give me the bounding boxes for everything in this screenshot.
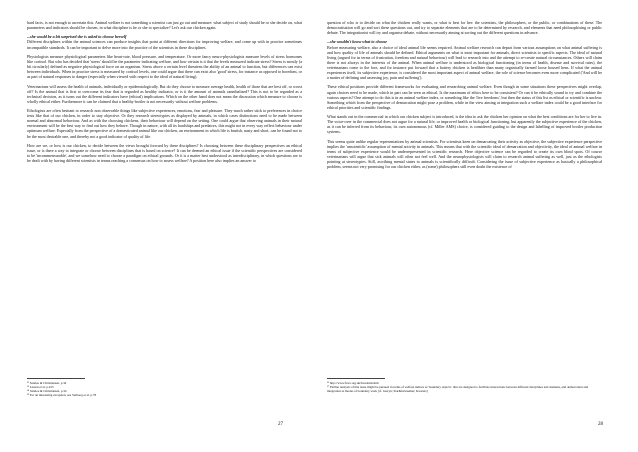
page-number-left: 27 xyxy=(278,422,283,427)
footnote: ¹² Sandoe & Christiansen, p.34 xyxy=(27,381,67,385)
right-page xyxy=(327,20,602,444)
paragraph: What stands out in the commercial in which our chicken subject is introduced, is the idea to ask the chicken her opinion on what the best conditions are for her to live in. The voice-over in the commercial does not argue for a natural life, or improved health or biological functioning, but apparently the subjective experience of the chicken, as it can be inferred from its behaviour, its own autonomous (cf. Miller AMS) choice, is considered guiding to the design and labelling of improved broiler production systems. xyxy=(327,114,602,135)
footnote-rule xyxy=(327,378,385,379)
paragraph: question of who is to decide on what the chicken really wants, or what is best for her: the scientists, the philosophers, or the public, or combinations of these. The democratisation will go and sort these questions out, and try to separate elements that are to be determined by research, and elements that need philosophising or public debate. The integrationist will try and organise debate, without necessarily aiming at sorting out the different questions in advance. xyxy=(327,20,602,36)
left-footnotes xyxy=(27,378,302,397)
paragraph: Veterinarians will assess the health of animals, individually or epidemiologically. But do they choose to measure average health, health of those that are best off, or worst off? Is the animal that is first to overcome its fear that is regarded as healthy indicator, or is it the amount of animals cannibalized? This is not to be regarded as a technical decision, as it turns out the different indicators have (ethical) implications. Which on the other hand does not mean the discussion which measure to choose is wholly ethical either. Furthermore it can be claimed that a healthy broiler is not necessarily without welfare problems. xyxy=(27,83,302,104)
footnote: ¹³ Lassen et al. p.223 xyxy=(27,385,54,390)
paragraph: Physiologists measure physiological parameters like heart-rate, blood pressure, and temperature. Or more fancy neuro-physiologists measure levels of stress hormones like cortisol. But who has decided that 'stress' should be the parameter indicating welfare, and how certain is it that the levels measured indicate stress? Stress is mostly (a bit circularly) defined as negative physiological force on an organism. Stress above a certain level threatens the ability of an animal to function, but differences can exist between individuals. When in practice stress is measured by cortisol levels, one could argue that there can exist also 'good' stress, for instance as opposed to boredom, or as part of natural responses to danger (especially when viewed with respect to the ideal of natural living). xyxy=(27,53,302,80)
footnote: ¹⁶ http://www.fawc.org.uk/freedoms.htm xyxy=(327,381,379,385)
paragraph: hard facts, is not enough to ascertain this. Animal welfare is not something a scientist can just go out and measure: what subject of study should he or she decide on, what parameters and indicators should be chosen, in what discipline is he or she to specialize? Let's ask our chicken again. xyxy=(27,20,302,31)
footnote: ¹⁵ For an interesting exception, see Verhoog et al. p.78 xyxy=(27,393,97,398)
left-page-body xyxy=(27,20,302,163)
page-number-right: 28 xyxy=(598,422,603,427)
paragraph: How are we, or how is our chicken, to decide between the views brought forward by these disciplines? Is choosing between these disciplinary perspectives an ethical issue, or is there a way to integrate or choose between disciplines that is based on science? It can be deemed an ethical issue if the scientific perspectives are considered to be 'incommensurable', and we somehow need to choose a paradigm on ethical grounds. Or it is a matter best understood as interdisciplinary, in which questions are to be dealt with by having different scientists in teams reaching a consensus on how to assess welfare? A position here also implies an answer to xyxy=(27,142,302,164)
paragraph: Different disciplines within the animal sciences can produce insights that point at different directions for improving welfare, and come up with in practice sometimes incompatible standards. It can be important to delve more into the practice of the scientists in these disciplines. xyxy=(27,39,302,50)
left-page xyxy=(27,20,302,444)
footnote: ¹⁴ Sandoe & Christiansen, p.34 xyxy=(27,389,67,394)
paragraph: These ethical positions provide different frameworks for evaluating and researching animal welfare. Even though in some situations these perspectives might overlap, again choices need to be made, which in part can be seen as ethical. Is the maximum of ethics here to be consistent? Or can it be ethically sound to try and combine the various aspects? One attempt to do this is in an animal welfare index, or something like the 'five freedoms', but then the status of this list as ethical or scientific is unclear. Something which from the perspective of demarcation might pose a problem, while in the view aiming at integration such a welfare index could be a good interface for ethical priorities and scientific findings. xyxy=(327,84,602,110)
paragraph: Ethologists are often hesitant to research non observable things like subjective experiences, emotions, fear and pleasure. They much rather stick to preferences in choice tests like that of our chicken, in order to stay objective. Or they research stereotypies as displayed by animals, in which cases distinctions need to be made between normal and abnormal behaviour. And as with the choosing chickens, their behaviour will depend on the setting. One could argue that observing animals in their natural environment will be the best way to find out how they behave. Though in nature, with all its hardships and predators, this might not in every way reflect behaviour under optimum welfare. Especially from the perspective of a domesticated animal like our chicken, an environment in which life is brutish, nasty and short, can be found not to be the most desirable one, and thereby not a good indicator of quality of life. xyxy=(27,108,302,139)
footnote-rule xyxy=(27,378,85,379)
right-page-body xyxy=(327,20,602,169)
section-heading: ...she would be a bit surprised she is asked to choose herself xyxy=(27,34,127,40)
section-heading: ...she wouldn't know what to choose xyxy=(327,39,388,45)
paragraph: Before measuring welfare, also a choice of ideal animal life seems required. Animal welfare research can depart from various assumptions on what animal suffering is and how quality of life of animals should be defined. Ethical arguments on what is most important for animals, direct scientists to specific aspects. The ideal of natural living (argued for in terms of frustration, freedom and natural behaviour) will lead to research into and the attempt to re-create natural circumstances. Others will claim there is not always in the interests of the animal. When animal welfare is understood as biological functioning (in terms of health, disease and survival rates), the veterinarians come to the fore, and for instance put forward that a battery chicken is healthier than many organically farmed loose housed hens. If what the animal experiences itself, its subjective experience, is considered the most important aspect of animal welfare, the role of science becomes even more complicated ('And will be a matter of defining and assessing joy, pain and suffering'). xyxy=(327,44,602,81)
footnote: ¹⁷ Further analysis of this issue might be pursued in terms of welfare indices as 'boundary objects'. that are designed to facilitate interactions between different disciplines and domains, and demarcation and integration as modes of boundary work [cf. Gieryn; Star&Griesemer; Kwaters] xyxy=(327,385,589,394)
paragraph: This seems quite unlike regular representations by animal scientists. For scientists keen on demarcating their activity as objective, the subjective experience perspective implies the 'unscientific' assumption of mental activity in animals. This means that with the scientific ideal of demarcation and objectivity, the ideal of animal welfare in terms of subjective experience would be underrepresented in scientific research. Here objective science can be regarded to create its own blind spots. Of course veterinarians will argue that sick animals will often not feel well. And the neurophysiologists will claim to research animal suffering as well, just as the ethologists pointing at stereotypies. Still, ascribing mental states to animals is scientifically difficult. Considering the issue of subjective experience as basically a philosophical problem, seems not very promising for our chicken either, as (some) philosophers still even doubt the existence of xyxy=(327,138,602,170)
right-footnotes xyxy=(327,378,602,393)
